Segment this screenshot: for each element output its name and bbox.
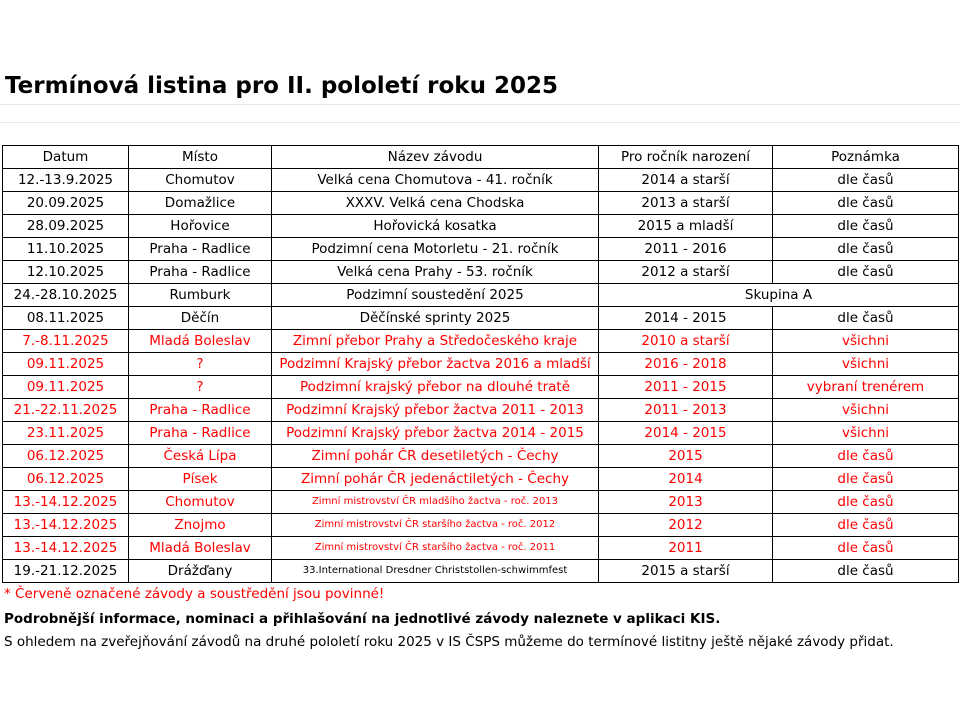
cell-race-name: Zimní přebor Prahy a Středočeského kraje <box>272 330 599 353</box>
cell-place: Mladá Boleslav <box>129 537 272 560</box>
cell-note: všichni <box>773 399 959 422</box>
cell-date: 13.-14.12.2025 <box>3 537 129 560</box>
cell-date: 09.11.2025 <box>3 376 129 399</box>
table-row <box>3 468 959 491</box>
cell-place: Chomutov <box>129 491 272 514</box>
cell-race-name: Velká cena Prahy - 53. ročník <box>272 261 599 284</box>
cell-place: Domažlice <box>129 192 272 215</box>
cell-note: dle časů <box>773 491 959 514</box>
cell-note: dle časů <box>773 215 959 238</box>
cell-place: Mladá Boleslav <box>129 330 272 353</box>
mandatory-footnote: * Červeně označené závody a soustředění jsou povinné! <box>4 586 385 602</box>
cell-birth-year: 2014 a starší <box>599 169 773 192</box>
cell-note: dle časů <box>773 468 959 491</box>
cell-note: dle časů <box>773 445 959 468</box>
table-row <box>3 422 959 445</box>
cell-note: dle časů <box>773 537 959 560</box>
cell-place: Rumburk <box>129 284 272 307</box>
cell-place: Česká Lípa <box>129 445 272 468</box>
cell-race-name: Hořovická kosatka <box>272 215 599 238</box>
cell-date: 23.11.2025 <box>3 422 129 445</box>
table-row <box>3 192 959 215</box>
header-note: Poznámka <box>773 146 959 169</box>
cell-place: Drážďany <box>129 560 272 583</box>
cell-date: 19.-21.12.2025 <box>3 560 129 583</box>
cell-note: dle časů <box>773 560 959 583</box>
table-row <box>3 284 959 307</box>
cell-race-name: Podzimní soustedění 2025 <box>272 284 599 307</box>
schedule-table <box>2 145 959 583</box>
cell-birth-year: 2014 <box>599 468 773 491</box>
cell-date: 13.-14.12.2025 <box>3 491 129 514</box>
cell-birth-year: 2011 - 2015 <box>599 376 773 399</box>
table-row <box>3 399 959 422</box>
cell-date: 7.-8.11.2025 <box>3 330 129 353</box>
cell-race-name: Zimní pohár ČR jedenáctiletých - Čechy <box>272 468 599 491</box>
schedule-body <box>3 169 959 583</box>
cell-place: Praha - Radlice <box>129 238 272 261</box>
gridline <box>0 104 960 105</box>
disclaimer-footnote: S ohledem na zveřejňování závodů na druhé pololetí roku 2025 v IS ČSPS můžeme do termínové listitny ještě nějaké závody přidat. <box>4 634 894 650</box>
cell-birth-year: 2011 - 2013 <box>599 399 773 422</box>
cell-date: 06.12.2025 <box>3 445 129 468</box>
cell-note: dle časů <box>773 238 959 261</box>
cell-race-name: Zimní mistrovství ČR staršího žactva - roč. 2011 <box>272 537 599 560</box>
cell-birth-year: 2014 - 2015 <box>599 307 773 330</box>
gridline <box>0 122 960 123</box>
cell-date: 21.-22.11.2025 <box>3 399 129 422</box>
header-race-name: Název závodu <box>272 146 599 169</box>
cell-birth-year: 2015 a mladší <box>599 215 773 238</box>
cell-race-name: XXXV. Velká cena Chodska <box>272 192 599 215</box>
table-row <box>3 537 959 560</box>
cell-race-name: Podzimní krajský přebor na dlouhé tratě <box>272 376 599 399</box>
table-row <box>3 238 959 261</box>
cell-date: 13.-14.12.2025 <box>3 514 129 537</box>
cell-place: Znojmo <box>129 514 272 537</box>
cell-place: ? <box>129 353 272 376</box>
table-row <box>3 215 959 238</box>
table-row <box>3 307 959 330</box>
cell-date: 24.-28.10.2025 <box>3 284 129 307</box>
cell-date: 12.-13.9.2025 <box>3 169 129 192</box>
cell-note: všichni <box>773 422 959 445</box>
cell-place: Praha - Radlice <box>129 422 272 445</box>
header-place: Místo <box>129 146 272 169</box>
cell-date: 09.11.2025 <box>3 353 129 376</box>
cell-birth-year: 2010 a starší <box>599 330 773 353</box>
cell-date: 20.09.2025 <box>3 192 129 215</box>
info-footnote: Podrobnější informace, nominaci a přihlašování na jednotlivé závody naleznete v aplikaci KIS. <box>4 611 721 627</box>
table-row <box>3 445 959 468</box>
cell-note: vybraní trenérem <box>773 376 959 399</box>
header-date: Datum <box>3 146 129 169</box>
table-row <box>3 560 959 583</box>
cell-place: ? <box>129 376 272 399</box>
cell-merged-note: Skupina A <box>599 284 959 307</box>
cell-note: dle časů <box>773 514 959 537</box>
table-row <box>3 330 959 353</box>
cell-place: Hořovice <box>129 215 272 238</box>
cell-date: 11.10.2025 <box>3 238 129 261</box>
cell-date: 08.11.2025 <box>3 307 129 330</box>
cell-note: dle časů <box>773 307 959 330</box>
cell-race-name: Podzimní Krajský přebor žactva 2016 a mladší <box>272 353 599 376</box>
cell-place: Písek <box>129 468 272 491</box>
cell-place: Praha - Radlice <box>129 399 272 422</box>
header-row <box>3 146 959 169</box>
table-row <box>3 169 959 192</box>
cell-birth-year: 2011 <box>599 537 773 560</box>
cell-race-name: Podzimní cena Motorletu - 21. ročník <box>272 238 599 261</box>
cell-date: 06.12.2025 <box>3 468 129 491</box>
page-title: Termínová listina pro II. pololetí roku 2025 <box>5 73 558 99</box>
cell-birth-year: 2013 <box>599 491 773 514</box>
cell-birth-year: 2016 - 2018 <box>599 353 773 376</box>
cell-birth-year: 2015 a starší <box>599 560 773 583</box>
cell-race-name: Podzimní Krajský přebor žactva 2011 - 2013 <box>272 399 599 422</box>
cell-place: Praha - Radlice <box>129 261 272 284</box>
cell-birth-year: 2013 a starší <box>599 192 773 215</box>
cell-birth-year: 2012 <box>599 514 773 537</box>
cell-note: dle časů <box>773 261 959 284</box>
cell-birth-year: 2012 a starší <box>599 261 773 284</box>
cell-date: 12.10.2025 <box>3 261 129 284</box>
cell-birth-year: 2014 - 2015 <box>599 422 773 445</box>
table-row <box>3 514 959 537</box>
cell-birth-year: 2011 - 2016 <box>599 238 773 261</box>
cell-place: Děčín <box>129 307 272 330</box>
cell-race-name: Zimní pohár ČR desetiletých - Čechy <box>272 445 599 468</box>
header-birth-year: Pro ročník narození <box>599 146 773 169</box>
table-row <box>3 261 959 284</box>
cell-note: dle časů <box>773 192 959 215</box>
cell-note: všichni <box>773 330 959 353</box>
cell-date: 28.09.2025 <box>3 215 129 238</box>
cell-race-name: Děčínské sprinty 2025 <box>272 307 599 330</box>
cell-note: všichni <box>773 353 959 376</box>
cell-race-name: 33.International Dresdner Christstollen-schwimmfest <box>272 560 599 583</box>
cell-race-name: Velká cena Chomutova - 41. ročník <box>272 169 599 192</box>
table-row <box>3 491 959 514</box>
cell-note: dle časů <box>773 169 959 192</box>
table-row <box>3 353 959 376</box>
table-row <box>3 376 959 399</box>
cell-race-name: Zimní mistrovství ČR mladšího žactva - roč. 2013 <box>272 491 599 514</box>
cell-race-name: Zimní mistrovství ČR staršího žactva - roč. 2012 <box>272 514 599 537</box>
cell-place: Chomutov <box>129 169 272 192</box>
cell-birth-year: 2015 <box>599 445 773 468</box>
cell-race-name: Podzimní Krajský přebor žactva 2014 - 2015 <box>272 422 599 445</box>
